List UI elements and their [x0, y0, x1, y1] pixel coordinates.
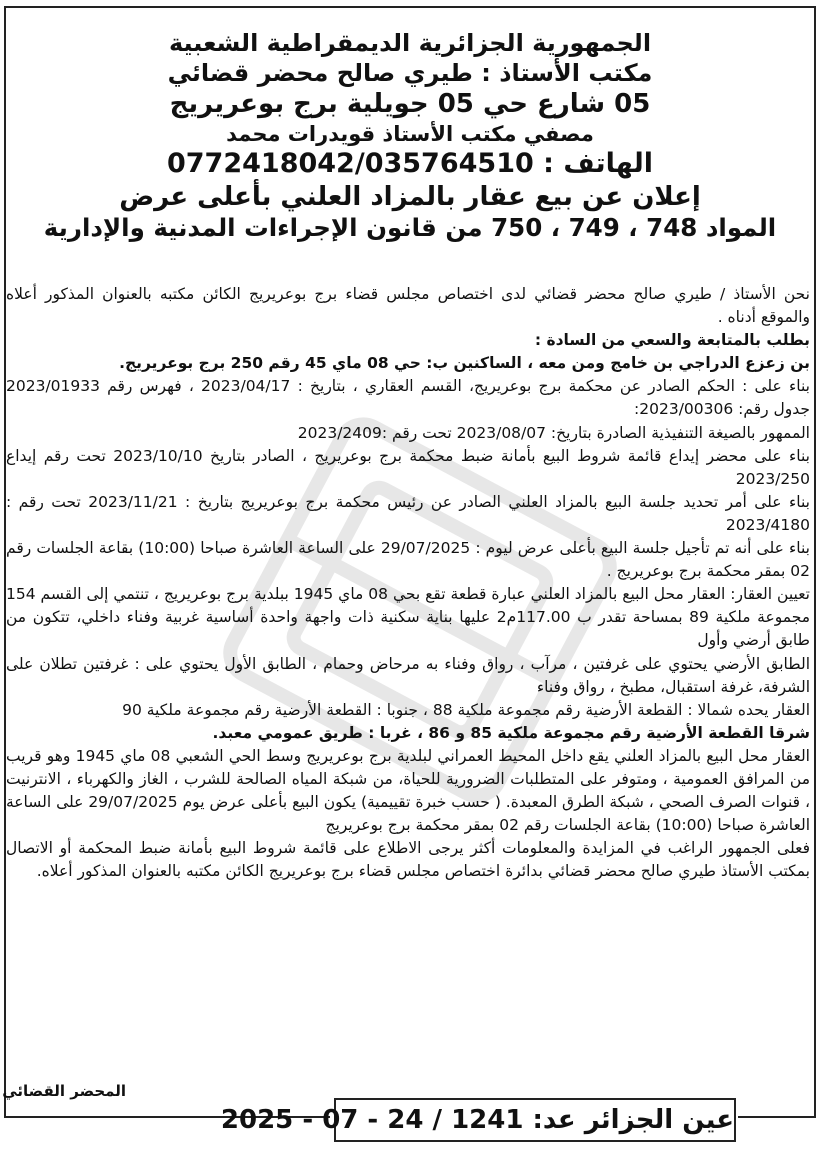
- legal-articles: المواد 748 ، 749 ، 750 من قانون الإجراءات المدنية والإدارية: [43, 213, 777, 242]
- header-office: مكتب الأستاذ : طيري صالح محضر قضائي: [167, 59, 653, 87]
- announcement-body: [6, 283, 810, 883]
- paragraph-floors: الطابق الأرضي يحتوي على غرفتين ، مرآب ، رواق وفناء به مرحاض وحمام ، الطابق الأول يحتوي على : غرفتين تطلان على الشرفة، غرفة استقبال، مطبخ ، رواق وفناء: [6, 654, 810, 696]
- header-phone: الهاتف : 0772418042/035764510: [166, 147, 654, 179]
- paragraph-postponement: بناء على أنه تم تأجيل جلسة البيع بأعلى عرض ليوم : 29/07/2025 على الساعة العاشرة صباحا (10:00) بقاعة الجلسات رقم 02 بمقر محكمة برج بوعريريج .: [6, 539, 810, 581]
- paragraph-request: بطلب بالمتابعة والسعي من السادة :: [534, 331, 810, 350]
- border-bottom-right: [738, 1116, 816, 1118]
- paragraph-boundaries-east-west: شرقا القطعة الأرضية رقم مجموعة ملكية 85 و 86 ، غربا : طريق عمومي معبد.: [212, 723, 810, 742]
- paragraph-intro: نحن الأستاذ / طيري صالح محضر قضائي لدى اختصاص مجلس قضاء برج بوعريريج الكائن مكتبه بالعنوان المذكور أعلاه والموقع أدناه .: [6, 285, 810, 327]
- paragraph-boundaries: العقار يحده شمالا : القطعة الأرضية رقم مجموعة ملكية 88 ، جنوبا : القطعة الأرضية رقم مجموعة ملكية 90: [122, 700, 810, 719]
- paragraph-executory: الممهور بالصيغة التنفيذية الصادرة بتاريخ: 2023/08/07 تحت رقم :2023/2409: [297, 423, 810, 442]
- announcement-title: إعلان عن بيع عقار بالمزاد العلني بأعلى عرض: [119, 181, 701, 212]
- publication-reference: عين الجزائر عد: 1241 / 24 - 07 - 2025: [334, 1098, 736, 1142]
- signature-label: المحضر القضائي: [2, 1082, 126, 1100]
- announcement-header: [40, 28, 780, 244]
- header-liquidator: مصفي مكتب الأستاذ قويدرات محمد: [226, 121, 594, 146]
- paragraph-location: العقار محل البيع بالمزاد العلني يقع داخل المحيط العمراني لبلدية برج بوعريريج وسط الحي الشعبي 08 ماي 1945 وهو قريب من المرافق العمومية ، ومتوفر على المتطلبات الضرورية للحياة، من شبكة المياه الصالحة للشرب ، الغاز والكهرباء ، الانترنيت ، قنوات الصرف الصحي ، شبكة الطرق المعبدة. ( حسب خبرة تقييمية) يكون البيع بأعلى عرض يوم 29/07/2025 على الساعة العاشرة صباحا (10:00) بقاعة الجلسات رقم 02 بمقر محكمة برج بوعريريج: [6, 746, 810, 835]
- paragraph-parties: بن زعزع الدراجي بن خامج ومن معه ، الساكنين ب: حي 08 ماي 45 رقم 250 برج بوعريريج.: [119, 354, 810, 373]
- paragraph-deposit: بناء على محضر إيداع قائمة شروط البيع بأمانة ضبط محكمة برج بوعريريج ، الصادر بتاريخ 2023/10/10 تحت رقم إيداع 2023/250: [6, 446, 810, 488]
- paragraph-public-notice: فعلى الجمهور الراغب في المزايدة والمعلومات أكثر يرجى الاطلاع على قائمة شروط البيع بأمانة ضبط المحكمة أو الاتصال بمكتب الأستاذ طيري صالح محضر قضائي بدائرة اختصاص مجلس قضاء برج بوعريريج الكائن مكتبه بالعنوان المذكور أعلاه.: [6, 839, 810, 881]
- header-republic: الجمهورية الجزائرية الديمقراطية الشعبية: [168, 29, 652, 57]
- paragraph-judgment: بناء على : الحكم الصادر عن محكمة برج بوعريريج، القسم العقاري ، بتاريخ : 2023/04/17 ، فهرس رقم 2023/01933 جدول رقم: 2023/00306:: [6, 377, 810, 419]
- paragraph-session-order: بناء على أمر تحديد جلسة البيع بالمزاد العلني الصادر عن رئيس محكمة برج بوعريريج بتاريخ : 2023/11/21 تحت رقم : 2023/4180: [6, 492, 810, 534]
- header-address: 05 شارع حي 05 جويلية برج بوعريريج: [169, 89, 651, 119]
- paragraph-property: تعيين العقار: العقار محل البيع بالمزاد العلني عبارة قطعة تقع بحي 08 ماي 1945 ببلدية برج بوعريريج ، تنتمي إلى القسم 154 مجموعة ملكية 89 بمساحة تقدر ب 117.00م2 عليها بناية سكنية ذات واجهة واحدة أساسية غربية وفناء داخلي، تتكون من طابق أرضي وأول: [6, 585, 810, 650]
